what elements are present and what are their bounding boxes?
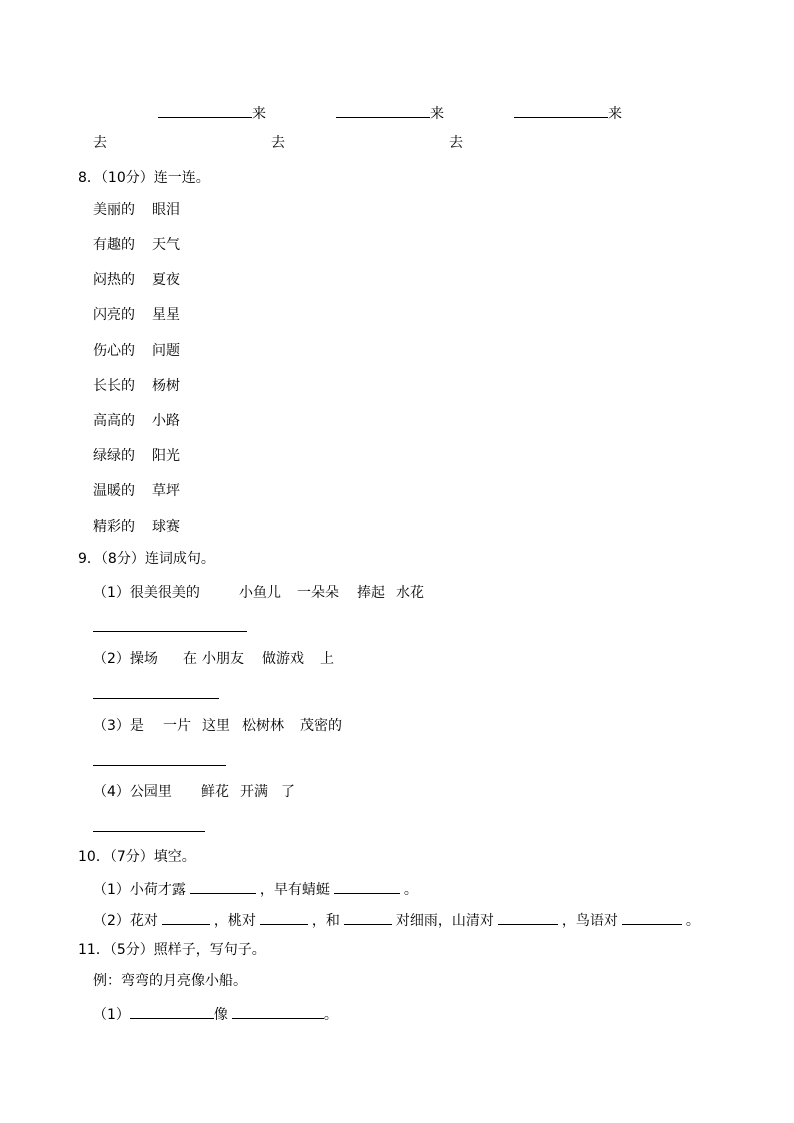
q9-answer-line-4[interactable] [93, 831, 205, 832]
q8-left-5: 伤心的 [93, 343, 135, 359]
q10-line-2-text-a: （2）花对 [93, 913, 158, 929]
q10-blank-2[interactable] [334, 879, 400, 894]
q11-line-1-num: （1） [93, 1007, 130, 1023]
q9-word: 松树林 [242, 718, 284, 734]
q10-line-2-text-e: ，鸟语对 [561, 913, 618, 929]
q11-heading: 11．（5分）照样子，写句子。 [78, 942, 266, 958]
q9-word: 小朋友 [202, 651, 244, 667]
q8-left-4: 闪亮的 [93, 307, 135, 323]
q11-line-1 [93, 1004, 338, 1024]
q9-answer-line-2[interactable] [93, 698, 219, 699]
q8-right-1: 眼泪 [152, 202, 180, 218]
q7-lai-3: 来 [608, 106, 622, 122]
q8-right-8: 阳光 [152, 448, 180, 464]
q9-item-2-num: （2） [93, 651, 130, 667]
q8-left-2: 有趣的 [93, 237, 135, 253]
q9-answer-line-3[interactable] [93, 765, 226, 766]
q7-qu-1: 去 [93, 135, 107, 151]
q8-left-3: 闷热的 [93, 272, 135, 288]
q7-lai-2: 来 [430, 106, 444, 122]
q8-left-7: 高高的 [93, 413, 135, 429]
q9-heading: 9．（8分）连词成句。 [78, 551, 215, 567]
q9-item-4-num: （4） [93, 784, 130, 800]
q9-word: 一朵朵 [297, 585, 339, 601]
q11-blank-1[interactable] [130, 1004, 214, 1019]
q11-line-1-end: 。 [323, 1007, 338, 1023]
q9-word: 是 [129, 718, 144, 734]
q9-word: 做游戏 [262, 651, 304, 667]
q7-blank-lai-3 [514, 103, 622, 123]
q8-left-6: 长长的 [93, 378, 135, 394]
q8-right-2: 天气 [152, 237, 180, 253]
q7-qu-3: 去 [449, 135, 463, 151]
q9-word: 操场 [129, 651, 158, 667]
q9-item-2 [93, 650, 158, 668]
q9-word: 这里 [202, 718, 230, 734]
q9-item-4 [93, 783, 172, 801]
q8-heading: 8．（10分）连一连。 [78, 170, 210, 186]
q10-blank-3[interactable] [162, 910, 210, 925]
q11-line-1-mid: 像 [213, 1007, 228, 1023]
q9-item-3 [93, 717, 144, 735]
q10-blank-1[interactable] [190, 879, 256, 894]
q7-qu-2: 去 [271, 135, 285, 151]
q9-word: 一片 [163, 718, 191, 734]
q10-line-1-text-b: ，早有蜻蜓 [259, 882, 330, 898]
q9-word: 了 [281, 784, 295, 800]
q8-left-10: 精彩的 [93, 519, 135, 535]
q9-word: 在 [183, 651, 197, 667]
q10-blank-5[interactable] [344, 910, 392, 925]
q7-lai-1: 来 [252, 106, 266, 122]
q9-word: 捧起 [357, 585, 385, 601]
q8-left-8: 绿绿的 [93, 448, 135, 464]
q8-right-3: 夏夜 [152, 272, 180, 288]
q9-answer-line-1[interactable] [93, 631, 247, 632]
q10-line-2-text-d: 对细雨，山清对 [395, 913, 494, 929]
q8-left-1: 美丽的 [93, 202, 135, 218]
q10-blank-6[interactable] [498, 910, 558, 925]
q10-line-1-text-c: 。 [403, 882, 418, 898]
q8-right-6: 杨树 [152, 378, 180, 394]
q9-word: 小鱼儿 [239, 585, 281, 601]
q9-item-1 [93, 584, 200, 602]
q10-line-2 [93, 910, 700, 930]
q9-word: 公园里 [129, 784, 172, 800]
q10-line-1-text-a: （1）小荷才露 [93, 882, 186, 898]
q11-example: 例：弯弯的月亮像小船。 [93, 973, 247, 989]
q9-word: 水花 [396, 585, 424, 601]
q9-item-1-num: （1） [93, 585, 130, 601]
q9-word: 开满 [240, 784, 268, 800]
q10-line-2-text-c: ，和 [311, 913, 340, 929]
q8-right-10: 球赛 [152, 519, 180, 535]
q8-right-4: 星星 [152, 307, 180, 323]
q10-line-2-text-f: 。 [685, 913, 700, 929]
q9-word: 上 [320, 651, 334, 667]
q10-blank-4[interactable] [260, 910, 308, 925]
q8-right-9: 草坪 [152, 483, 180, 499]
q11-blank-2[interactable] [232, 1004, 324, 1019]
q7-blank-lai-1 [158, 103, 266, 123]
q9-word: 鲜花 [201, 784, 229, 800]
q8-right-5: 问题 [152, 343, 180, 359]
q9-item-3-num: （3） [93, 718, 130, 734]
q10-line-2-text-b: ，桃对 [213, 913, 256, 929]
q9-word: 茂密的 [300, 718, 342, 734]
q10-heading: 10．（7分）填空。 [78, 849, 196, 865]
q8-right-7: 小路 [152, 413, 180, 429]
q10-blank-7[interactable] [622, 910, 682, 925]
q9-word: 很美很美的 [129, 585, 200, 601]
q10-line-1 [93, 879, 418, 899]
q7-blank-lai-2 [336, 103, 444, 123]
q8-left-9: 温暖的 [93, 483, 135, 499]
